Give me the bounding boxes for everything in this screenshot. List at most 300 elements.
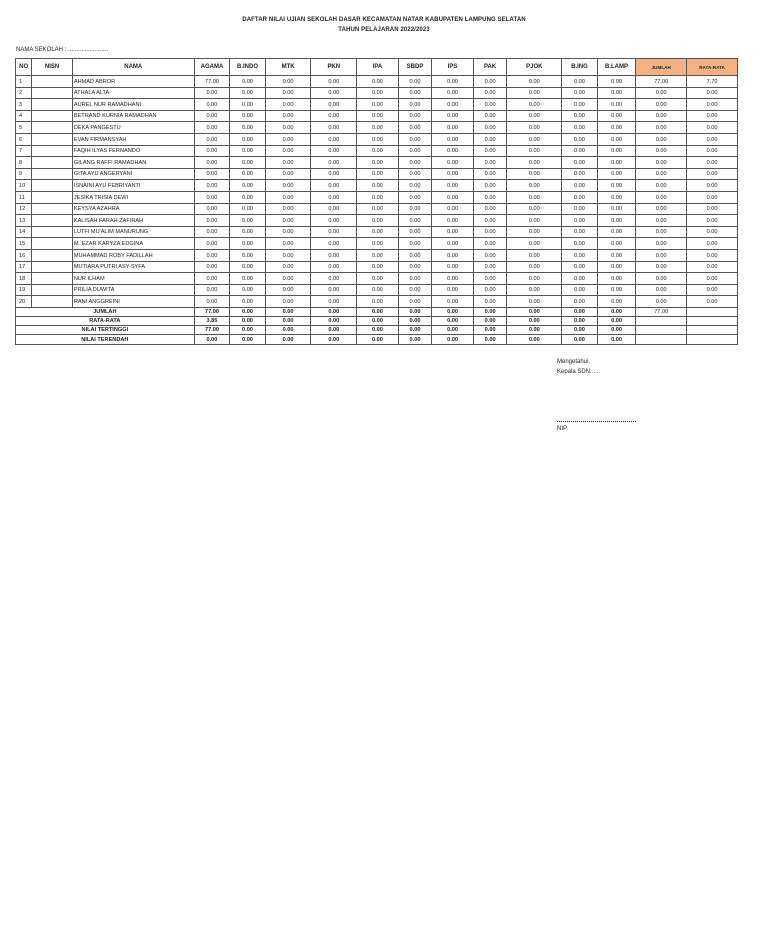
grade-cell: 0.00 [507, 180, 562, 192]
grade-cell: 0.00 [597, 249, 636, 261]
table-row [16, 168, 738, 180]
grade-cell: 0.00 [507, 191, 562, 203]
grade-cell: 0.00 [636, 99, 687, 111]
grade-cell: 0.00 [265, 110, 311, 122]
table-header-row [16, 59, 738, 76]
summary-cell: 0.00 [311, 335, 357, 344]
grade-cell: 0.00 [194, 226, 230, 238]
column-header-rata-rata: RATA-RATA [687, 59, 738, 76]
document-title: DAFTAR NILAI UJIAN SEKOLAH DASAR KECAMATAN NATAR KABUPATEN LAMPUNG SELATAN [242, 17, 526, 23]
grade-cell: 0.00 [230, 284, 266, 296]
grade-cell: 0.00 [432, 133, 474, 145]
grade-cell: 0.00 [265, 180, 311, 192]
grade-cell: 0.00 [398, 133, 432, 145]
grade-cell: 0.00 [507, 226, 562, 238]
grade-cell: 0.00 [398, 99, 432, 111]
grade-cell: 0.00 [230, 133, 266, 145]
grade-cell: 0.00 [562, 238, 598, 250]
summary-cell: 0.00 [357, 335, 399, 344]
student-name: AUREL NUR RAMADHANI [72, 99, 194, 111]
grade-cell: 0.00 [636, 296, 687, 308]
grade-cell: 0.00 [562, 261, 598, 273]
row-number: 19 [16, 284, 32, 296]
grade-cell: 77.00 [636, 76, 687, 88]
grade-cell: 0.00 [230, 180, 266, 192]
row-nisn [32, 76, 73, 88]
student-name: LUTFI MU'ALIM MANURUNG [72, 226, 194, 238]
grade-cell: 0.00 [507, 203, 562, 215]
grade-cell: 0.00 [507, 238, 562, 250]
grade-cell: 0.00 [194, 296, 230, 308]
row-nisn [32, 145, 73, 157]
grade-cell: 0.00 [597, 296, 636, 308]
grade-cell: 0.00 [473, 226, 507, 238]
grade-cell: 0.00 [398, 122, 432, 134]
grade-cell: 0.00 [562, 203, 598, 215]
grade-cell: 0.00 [687, 122, 738, 134]
grade-cell: 0.00 [311, 87, 357, 99]
grade-cell: 0.00 [194, 168, 230, 180]
summary-cell: 0.00 [230, 307, 266, 316]
summary-cell: 0.00 [473, 307, 507, 316]
grade-cell: 0.00 [311, 191, 357, 203]
grade-cell: 0.00 [265, 157, 311, 169]
grade-cell: 0.00 [473, 203, 507, 215]
acknowledged-label: Mengetahui, [557, 359, 591, 365]
row-number: 3 [16, 99, 32, 111]
row-nisn [32, 238, 73, 250]
grade-cell: 0.00 [597, 261, 636, 273]
grade-cell: 0.00 [265, 122, 311, 134]
grade-cell: 0.00 [473, 215, 507, 227]
grade-cell: 0.00 [597, 238, 636, 250]
grade-cell: 0.00 [562, 87, 598, 99]
nip-label: NIP. [557, 426, 568, 432]
row-number: 14 [16, 226, 32, 238]
summary-cell: 0.00 [473, 317, 507, 326]
grade-cell: 0.00 [230, 168, 266, 180]
summary-cell: 0.00 [230, 326, 266, 335]
row-nisn [32, 226, 73, 238]
table-row [16, 76, 738, 88]
table-row [16, 296, 738, 308]
row-nisn [32, 180, 73, 192]
summary-cell: 0.00 [265, 335, 311, 344]
grade-cell: 0.00 [597, 203, 636, 215]
grade-cell: 0.00 [311, 145, 357, 157]
grade-cell: 0.00 [357, 238, 399, 250]
summary-cell: 0.00 [311, 317, 357, 326]
summary-cell: 0.00 [357, 307, 399, 316]
row-nisn [32, 215, 73, 227]
grade-cell: 0.00 [311, 168, 357, 180]
grade-cell: 0.00 [562, 110, 598, 122]
grade-cell: 0.00 [597, 157, 636, 169]
grade-cell: 0.00 [230, 203, 266, 215]
student-name: BETRAND KURNIA RAMADHAN [72, 110, 194, 122]
column-header-b-ing: B.ING [562, 59, 598, 76]
grade-cell: 0.00 [194, 273, 230, 285]
summary-cell: 0.00 [562, 307, 598, 316]
row-number: 5 [16, 122, 32, 134]
grade-cell: 0.00 [194, 261, 230, 273]
summary-cell: 0.00 [597, 307, 636, 316]
grade-cell: 0.00 [432, 273, 474, 285]
grade-cell: 0.00 [636, 157, 687, 169]
grade-cell: 0.00 [636, 133, 687, 145]
grade-cell: 0.00 [230, 249, 266, 261]
grade-cell: 0.00 [194, 284, 230, 296]
student-name: GITA AYU ANGERYANI [72, 168, 194, 180]
grade-cell: 0.00 [230, 99, 266, 111]
row-number: 18 [16, 273, 32, 285]
grade-cell: 0.00 [432, 226, 474, 238]
row-nisn [32, 203, 73, 215]
student-name: MUTIARA PUTRI ASY-SYFA [72, 261, 194, 273]
row-number: 15 [16, 238, 32, 250]
grade-cell: 0.00 [597, 226, 636, 238]
grade-cell: 0.00 [562, 168, 598, 180]
column-header-b-lamp: B.LAMP [597, 59, 636, 76]
grade-cell: 0.00 [636, 261, 687, 273]
summary-cell: 0.00 [432, 326, 474, 335]
grade-cell: 0.00 [265, 226, 311, 238]
grade-cell: 0.00 [357, 145, 399, 157]
grade-cell: 0.00 [687, 238, 738, 250]
grade-cell: 0.00 [432, 157, 474, 169]
row-nisn [32, 110, 73, 122]
student-name: GILANG RAFFI RAMADHAN [72, 157, 194, 169]
row-number: 6 [16, 133, 32, 145]
grade-cell: 0.00 [473, 249, 507, 261]
grade-cell: 0.00 [265, 99, 311, 111]
grade-cell: 0.00 [357, 99, 399, 111]
grade-cell: 0.00 [562, 284, 598, 296]
summary-cell: 0.00 [432, 335, 474, 344]
summary-cell: 77.00 [194, 307, 230, 316]
grade-cell: 0.00 [311, 157, 357, 169]
grade-cell: 0.00 [473, 122, 507, 134]
row-nisn [32, 296, 73, 308]
grade-cell: 0.00 [507, 273, 562, 285]
summary-label: NILAI TERENDAH [16, 335, 195, 344]
grade-cell: 0.00 [687, 87, 738, 99]
summary-cell: 0.00 [230, 317, 266, 326]
grade-cell: 0.00 [265, 261, 311, 273]
table-row [16, 157, 738, 169]
row-number: 8 [16, 157, 32, 169]
grade-cell: 0.00 [398, 226, 432, 238]
summary-cell: 0.00 [398, 335, 432, 344]
school-name-label: NAMA SEKOLAH : ........................ [16, 47, 109, 53]
grade-cell: 0.00 [636, 215, 687, 227]
column-header-nisn: NISN [32, 59, 73, 76]
grade-cell: 0.00 [230, 226, 266, 238]
grade-cell: 0.00 [507, 122, 562, 134]
grade-cell: 0.00 [473, 133, 507, 145]
grade-cell: 0.00 [398, 157, 432, 169]
row-nisn [32, 99, 73, 111]
grade-cell: 0.00 [597, 122, 636, 134]
grade-cell: 0.00 [636, 238, 687, 250]
grade-cell: 0.00 [636, 284, 687, 296]
summary-cell: 0.00 [507, 317, 562, 326]
grade-cell: 0.00 [687, 273, 738, 285]
row-number: 4 [16, 110, 32, 122]
grade-cell: 0.00 [636, 87, 687, 99]
grade-cell: 0.00 [507, 215, 562, 227]
grade-cell: 0.00 [265, 273, 311, 285]
summary-cell: 0.00 [473, 335, 507, 344]
table-row [16, 226, 738, 238]
student-name: KALISAH FARAH ZAFIRAH [72, 215, 194, 227]
grade-cell: 0.00 [357, 249, 399, 261]
grade-cell: 0.00 [562, 180, 598, 192]
summary-cell: 0.00 [265, 307, 311, 316]
grade-cell: 0.00 [562, 76, 598, 88]
summary-cell: 0.00 [432, 307, 474, 316]
summary-row [16, 307, 738, 316]
column-header-agama: AGAMA [194, 59, 230, 76]
row-number: 20 [16, 296, 32, 308]
grade-cell: 0.00 [562, 215, 598, 227]
grade-cell: 0.00 [432, 76, 474, 88]
grade-cell: 0.00 [357, 76, 399, 88]
summary-cell: 0.00 [398, 317, 432, 326]
grade-cell: 0.00 [562, 145, 598, 157]
grade-cell: 0.00 [311, 261, 357, 273]
grade-cell: 0.00 [194, 145, 230, 157]
grade-cell: 0.00 [432, 249, 474, 261]
grade-cell: 0.00 [265, 238, 311, 250]
grade-cell: 0.00 [194, 99, 230, 111]
grade-cell: 0.00 [357, 110, 399, 122]
grade-cell: 0.00 [311, 110, 357, 122]
grade-cell: 0.00 [194, 180, 230, 192]
grade-cell: 0.00 [311, 99, 357, 111]
table-row [16, 133, 738, 145]
row-nisn [32, 284, 73, 296]
summary-cell: 0.00 [265, 317, 311, 326]
summary-cell: 0.00 [562, 317, 598, 326]
grade-cell: 0.00 [265, 133, 311, 145]
grade-cell: 0.00 [357, 296, 399, 308]
grade-cell: 0.00 [230, 296, 266, 308]
grade-cell: 0.00 [398, 191, 432, 203]
column-header-pjok: PJOK [507, 59, 562, 76]
row-number: 7 [16, 145, 32, 157]
grade-cell: 0.00 [432, 99, 474, 111]
grade-cell: 0.00 [265, 284, 311, 296]
grade-cell: 0.00 [265, 145, 311, 157]
grade-cell: 0.00 [194, 133, 230, 145]
table-row [16, 273, 738, 285]
column-header-no: NO [16, 59, 32, 76]
grade-cell: 0.00 [230, 110, 266, 122]
grade-cell: 0.00 [473, 145, 507, 157]
grade-cell: 0.00 [265, 168, 311, 180]
grade-cell: 0.00 [562, 133, 598, 145]
summary-cell: 0.00 [562, 326, 598, 335]
grade-cell: 0.00 [398, 145, 432, 157]
grade-cell: 0.00 [357, 180, 399, 192]
grade-cell: 0.00 [432, 191, 474, 203]
summary-cell: 0.00 [265, 326, 311, 335]
grade-cell: 0.00 [194, 87, 230, 99]
column-header-ips: IPS [432, 59, 474, 76]
grade-cell: 0.00 [230, 76, 266, 88]
grade-cell: 0.00 [687, 180, 738, 192]
grade-cell: 0.00 [230, 87, 266, 99]
summary-cell: 0.00 [357, 326, 399, 335]
grade-cell: 0.00 [230, 145, 266, 157]
grade-cell: 0.00 [562, 273, 598, 285]
row-nisn [32, 168, 73, 180]
grade-cell: 0.00 [473, 191, 507, 203]
column-header-b-indo: B.INDO [230, 59, 266, 76]
grade-cell: 0.00 [265, 215, 311, 227]
summary-row [16, 317, 738, 326]
grade-cell: 0.00 [597, 215, 636, 227]
row-number: 2 [16, 87, 32, 99]
grade-cell: 0.00 [230, 157, 266, 169]
student-name: FAQIH ILYAS FERNANDO [72, 145, 194, 157]
grade-cell: 0.00 [636, 203, 687, 215]
row-nisn [32, 273, 73, 285]
grade-cell: 0.00 [265, 76, 311, 88]
grade-cell: 0.00 [507, 76, 562, 88]
grade-cell: 0.00 [507, 284, 562, 296]
grade-cell: 0.00 [432, 110, 474, 122]
headmaster-label: Kepala SDN...... [557, 369, 601, 375]
summary-cell: 0.00 [230, 335, 266, 344]
grade-cell: 0.00 [357, 261, 399, 273]
document-subtitle: TAHUN PELAJARAN 2022/2023 [338, 27, 430, 33]
grade-cell: 0.00 [311, 249, 357, 261]
grade-cell: 0.00 [473, 87, 507, 99]
grade-cell: 0.00 [398, 249, 432, 261]
grade-cell: 0.00 [230, 191, 266, 203]
grade-cell: 0.00 [230, 122, 266, 134]
column-header-mtk: MTK [265, 59, 311, 76]
grade-cell: 0.00 [311, 273, 357, 285]
grade-cell: 0.00 [265, 87, 311, 99]
grade-cell: 0.00 [597, 133, 636, 145]
grade-cell: 77.00 [194, 76, 230, 88]
grade-cell: 0.00 [687, 133, 738, 145]
grade-cell: 0.00 [230, 261, 266, 273]
grade-cell: 0.00 [562, 157, 598, 169]
grade-cell: 0.00 [432, 203, 474, 215]
grade-cell: 0.00 [357, 122, 399, 134]
grade-cell: 0.00 [597, 87, 636, 99]
grade-cell: 0.00 [473, 273, 507, 285]
grade-cell: 0.00 [357, 203, 399, 215]
summary-label: JUMLAH [16, 307, 195, 316]
grade-cell: 0.00 [636, 180, 687, 192]
grade-cell: 0.00 [636, 145, 687, 157]
grade-cell: 0.00 [687, 226, 738, 238]
summary-cell: 0.00 [562, 335, 598, 344]
grade-cell: 0.00 [473, 238, 507, 250]
grades-table [15, 58, 738, 345]
row-nisn [32, 122, 73, 134]
row-number: 11 [16, 191, 32, 203]
row-number: 9 [16, 168, 32, 180]
grade-cell: 0.00 [507, 249, 562, 261]
grade-cell: 0.00 [597, 168, 636, 180]
grade-cell: 0.00 [194, 110, 230, 122]
summary-rata [687, 335, 738, 344]
grade-cell: 0.00 [473, 76, 507, 88]
grade-cell: 0.00 [473, 110, 507, 122]
grade-cell: 0.00 [687, 110, 738, 122]
grade-cell: 0.00 [687, 249, 738, 261]
summary-cell: 77.00 [194, 326, 230, 335]
grade-cell: 0.00 [311, 226, 357, 238]
table-row [16, 191, 738, 203]
grade-cell: 0.00 [357, 87, 399, 99]
grade-cell: 0.00 [597, 99, 636, 111]
grade-cell: 0.00 [357, 215, 399, 227]
row-nisn [32, 249, 73, 261]
summary-cell: 0.00 [398, 307, 432, 316]
grade-cell: 0.00 [687, 296, 738, 308]
grade-cell: 0.00 [194, 215, 230, 227]
table-row [16, 261, 738, 273]
table-row [16, 180, 738, 192]
table-row [16, 87, 738, 99]
row-nisn [32, 133, 73, 145]
grade-cell: 0.00 [687, 261, 738, 273]
grade-cell: 0.00 [597, 76, 636, 88]
grade-cell: 0.00 [432, 122, 474, 134]
grade-cell: 0.00 [432, 296, 474, 308]
grade-cell: 0.00 [432, 238, 474, 250]
row-nisn [32, 191, 73, 203]
row-number: 1 [16, 76, 32, 88]
summary-cell: 3.85 [194, 317, 230, 326]
summary-cell: 0.00 [398, 326, 432, 335]
grade-cell: 0.00 [398, 284, 432, 296]
grade-cell: 0.00 [687, 157, 738, 169]
grade-cell: 0.00 [507, 99, 562, 111]
table-row [16, 145, 738, 157]
student-name: KEYSYA AZAHRA [72, 203, 194, 215]
grade-cell: 0.00 [636, 249, 687, 261]
grade-cell: 0.00 [636, 168, 687, 180]
grade-cell: 0.00 [687, 191, 738, 203]
row-nisn [32, 87, 73, 99]
grade-cell: 0.00 [636, 226, 687, 238]
student-name: NUR ILHAM [72, 273, 194, 285]
signature-line [557, 421, 636, 422]
grade-cell: 0.00 [636, 122, 687, 134]
student-name: ATHALA ALTA [72, 87, 194, 99]
summary-jumlah [636, 326, 687, 335]
student-name: PRILIA DUWITA [72, 284, 194, 296]
summary-cell: 0.00 [597, 317, 636, 326]
summary-cell: 0.00 [507, 326, 562, 335]
grade-cell: 0.00 [398, 273, 432, 285]
column-header-sbdp: SBDP [398, 59, 432, 76]
grade-cell: 0.00 [357, 284, 399, 296]
summary-cell: 0.00 [507, 307, 562, 316]
grade-cell: 0.00 [562, 99, 598, 111]
grade-cell: 0.00 [507, 87, 562, 99]
grade-cell: 0.00 [311, 133, 357, 145]
grade-cell: 0.00 [687, 145, 738, 157]
